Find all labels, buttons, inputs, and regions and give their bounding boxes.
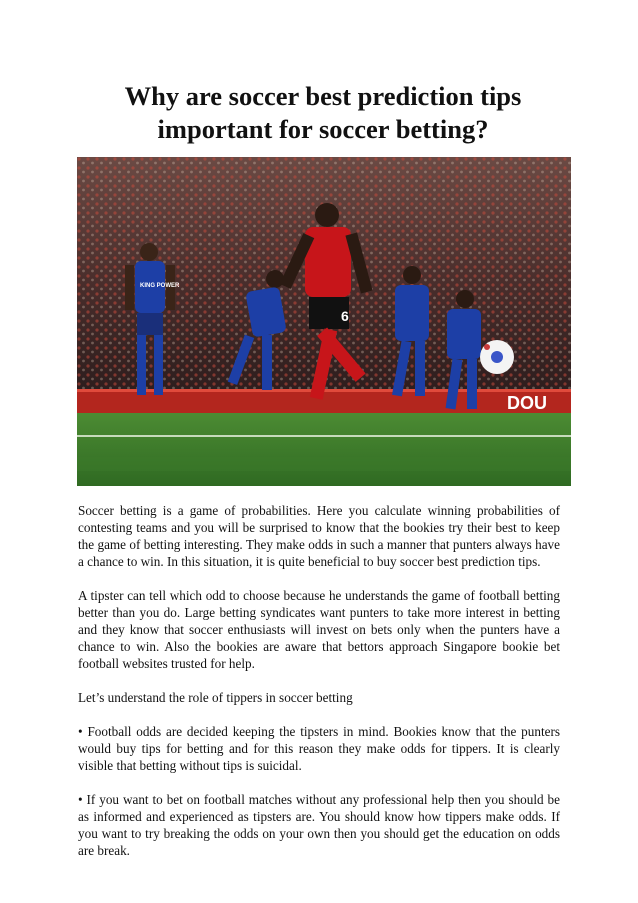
soccer-ball	[480, 340, 514, 374]
player-number: 6	[341, 308, 349, 324]
paragraph: Let’s understand the role of tippers in soccer betting	[78, 690, 353, 705]
soccer-photo	[77, 157, 571, 486]
bullet-paragraph: • If you want to bet on football matches without any professional help then you should be as informed and experienced as tipsters are. You should know how tippers make odds. If you want to try breaking the odds on your own then you should get the education on odds are break.	[78, 792, 560, 858]
paragraph: A tipster can tell which odd to choose because he understands the game of football betting better than you do. Large betting syndicates want punters to take more interest in betting and they know that soccer enthusiasts will invest on bets only when the punters have a chance to win. Also the bookies are aware that bettors approach Singapore bookie bet football websites trusted for help.	[78, 588, 560, 671]
ad-board-text: DOU	[507, 393, 547, 413]
article-body	[78, 502, 560, 859]
bullet-paragraph: • Football odds are decided keeping the tipsters in mind. Bookies know that the punters would buy tips for betting and for this reason they make odds for tippers. It is clearly visible that betting without tips is suicidal.	[78, 724, 560, 773]
jersey-sponsor: KING POWER	[140, 283, 180, 289]
paragraph: Soccer betting is a game of probabilities. Here you calculate winning probabilities of contesting teams and you will be surprised to know that the bookies try their best to keep the game of betting interesting. They make odds in such a manner that punters always have a chance to win. In this situation, it is quite beneficial to buy soccer best prediction tips.	[78, 503, 560, 569]
page-title: Why are soccer best prediction tips important for soccer betting?	[124, 81, 522, 144]
